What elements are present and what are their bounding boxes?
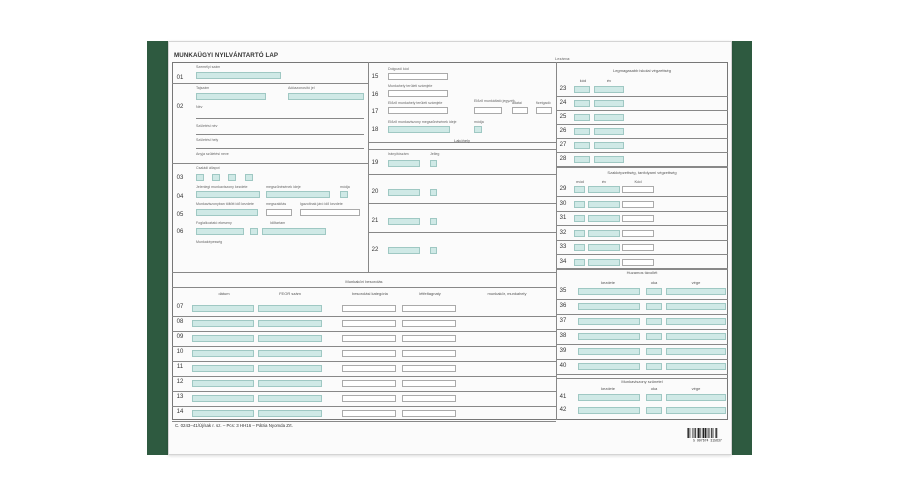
field-label: adatai [512,101,522,105]
col-header: besorolási kategória [352,291,388,296]
ev-field[interactable] [588,230,620,237]
binder-cover-left [147,41,169,455]
dolgozoi-kod-field[interactable] [388,73,448,80]
elozo-munkaltato-field[interactable] [474,107,502,114]
ev-field[interactable] [594,128,624,135]
field-label: módja [474,120,484,124]
fizetgado-field[interactable] [536,107,552,114]
row-number: 01 [176,75,184,81]
row-number: 42 [559,407,567,413]
col-header: oka [650,386,658,391]
field-label: Születési hely [196,138,219,142]
mod-field[interactable] [574,215,585,222]
ev-field[interactable] [588,215,620,222]
row-line [556,138,728,139]
row-number: 36 [559,303,567,309]
row-number: 19 [371,160,379,166]
oka-field[interactable] [646,363,662,370]
datum-field[interactable] [192,320,254,327]
besorolas-field[interactable] [342,305,396,312]
kod-field[interactable] [622,215,654,222]
row-line [172,376,556,377]
kezdete-field[interactable] [578,348,640,355]
besorolas-field[interactable] [342,395,396,402]
megszakitas-field[interactable] [266,209,292,216]
divider [172,272,556,273]
letfeltagnaty-field[interactable] [402,320,456,327]
row-line [172,287,556,288]
row-line [556,374,728,375]
field-label: Anyja születési neve [196,152,229,156]
row-number: 14 [176,409,184,415]
binder-cover-right [730,41,752,455]
field-label: Születési név [196,124,218,128]
row-number: 34 [559,258,567,265]
vege-field[interactable] [666,407,726,414]
col-header: dátum [218,291,230,296]
foglalkoztato-box[interactable] [250,228,258,235]
row-line [172,163,368,164]
field-label: Tajszám [196,86,210,90]
adatai-field[interactable] [512,107,528,114]
row-line [172,361,556,362]
row-number: 03 [176,175,184,181]
csaladi-allapot-box[interactable] [196,174,204,181]
kezdete-field[interactable] [578,333,640,340]
row-number: 02 [176,104,184,110]
igazolt-ido-field[interactable] [300,209,360,216]
munkaviszony-kezdete-field[interactable] [196,191,260,198]
letfeltagnaty-field[interactable] [402,305,456,312]
row-number: 31 [559,215,567,221]
ev-field[interactable] [594,100,624,107]
oka-field[interactable] [646,348,662,355]
datum-field[interactable] [192,380,254,387]
foglalkoztato-field[interactable] [196,228,244,235]
field-label: megszűnésének ideje [266,185,301,189]
row-number: 41 [559,394,567,400]
vege-field[interactable] [666,288,726,295]
ev-field[interactable] [588,186,620,193]
row-line [368,203,556,204]
col-header: Irányítószám [388,152,409,156]
oka-field[interactable] [646,407,662,414]
megszunes-ideje-field[interactable] [266,191,330,198]
row-number: 10 [176,349,184,355]
letfeltagnaty-field[interactable] [402,335,456,342]
row-line [556,269,728,270]
row-number: 24 [559,100,567,106]
vege-field[interactable] [666,303,726,310]
row-number: 11 [176,364,184,370]
kezdete-field[interactable] [578,363,640,370]
row-number: 06 [176,229,184,235]
row-line [556,344,728,345]
row-number: 26 [559,128,567,134]
datum-field[interactable] [192,350,254,357]
kod-field[interactable] [574,142,590,149]
col-header: vége [691,280,701,285]
barcode [685,428,730,442]
iranyitoszam-field[interactable] [388,160,420,167]
kod-field[interactable] [622,230,654,237]
row-number: 13 [176,394,184,400]
row-line [556,96,728,97]
kod-field[interactable] [622,244,654,251]
szemelyi-szam-field[interactable] [196,72,281,79]
row-line [556,240,728,241]
kod-field[interactable] [574,156,590,163]
besorolas-field[interactable] [342,365,396,372]
row-number: 09 [176,334,184,340]
datum-field[interactable] [192,335,254,342]
section-title: Huzamos távollét [626,270,658,275]
row-line [556,124,728,125]
row-number: 33 [559,244,567,250]
row-line [556,329,728,330]
row-line [556,254,728,255]
row-number: 32 [559,229,567,236]
row-line [368,149,556,150]
row-line [368,174,556,175]
row-line [556,225,728,226]
row-line [172,331,556,332]
row-number: 38 [559,333,567,339]
ev-field[interactable] [594,86,624,93]
oka-field[interactable] [646,333,662,340]
munkahely-szamjel-field[interactable] [388,90,448,97]
jelleg-field[interactable] [430,218,437,225]
field-label: módja [340,185,350,189]
letfeltagnaty-field[interactable] [402,380,456,387]
ev-field[interactable] [588,259,620,266]
row-number: 04 [176,194,184,200]
kod-field[interactable] [574,86,590,93]
row-line [172,316,556,317]
jelleg-field[interactable] [430,189,437,196]
ev-field[interactable] [594,156,624,163]
field-label: Adóazonosító jel [288,86,315,90]
ev-field[interactable] [588,201,620,208]
row-line [172,406,556,407]
besorolas-field[interactable] [342,410,396,417]
row-number: 39 [559,348,567,354]
feor-field[interactable] [258,350,322,357]
datum-field[interactable] [192,410,254,417]
col-header: létfeltagnaty [419,291,441,296]
row-number: 25 [559,114,567,120]
section-title: Munkaviszony szünetel [621,379,663,384]
field-label: Előző munkahely területi számjele [388,101,443,105]
vege-field[interactable] [666,348,726,355]
mod-field[interactable] [574,244,585,251]
row-number: 22 [371,247,379,253]
munkaviszony-ido-field[interactable] [196,209,258,216]
datum-field[interactable] [192,305,254,312]
col-header: év [606,78,612,83]
field-label: Igazoltnak járó idő kezdete [300,202,343,206]
col-header: FEOR szám [279,291,301,296]
col-header: munkakör, munkahely [487,291,527,296]
row-line [196,148,364,149]
iranyitoszam-field[interactable] [388,247,420,254]
mod-field[interactable] [574,259,585,266]
kezdete-field[interactable] [578,318,640,325]
row-line [556,211,728,212]
col-header: oka [650,280,658,285]
field-label: Munkahely területi számjele [388,84,433,88]
feor-field[interactable] [258,410,322,417]
row-line [556,359,728,360]
row-number: 18 [371,127,379,133]
elozo-megszunes-field[interactable] [388,126,450,133]
ev-field[interactable] [588,244,620,251]
mod-field[interactable] [574,201,585,208]
feor-field[interactable] [258,320,322,327]
field-label: Dolgozói kód [388,67,409,71]
mod-field[interactable] [574,186,585,193]
row-number: 05 [176,212,184,218]
row-line [172,421,556,422]
field-label: Név [196,105,203,109]
lezarva-label: Lezárva: [555,56,571,61]
row-number: 20 [371,189,379,195]
tajszam-field[interactable] [196,93,266,100]
besorolas-field[interactable] [342,350,396,357]
ev-field[interactable] [594,142,624,149]
kod-field[interactable] [574,100,590,107]
iranyitoszam-field[interactable] [388,218,420,225]
vege-field[interactable] [666,394,726,401]
row-number: 21 [371,218,379,224]
oka-field[interactable] [646,288,662,295]
besorolas-field[interactable] [342,320,396,327]
row-line [556,152,728,153]
besorolas-field[interactable] [342,335,396,342]
col-header: Jelleg [430,152,440,156]
vege-field[interactable] [666,318,726,325]
col-header: kezdete [600,386,615,391]
divider [368,62,369,272]
kod-field[interactable] [574,128,590,135]
barcode-text: 5 997674 315637 [693,438,722,442]
divider [556,62,557,420]
row-line [368,232,556,233]
field-label: Munkaképesség [196,240,223,244]
jelleg-field[interactable] [430,247,437,254]
row-number: 35 [559,288,567,294]
feor-field[interactable] [258,395,322,402]
row-number: 15 [371,74,379,80]
field-label: Jelenlegi munkaviszony kezdete [196,185,248,189]
csaladi-allapot-box[interactable] [212,174,220,181]
field-label: fizetgadó [536,101,551,105]
letfeltagnaty-field[interactable] [402,395,456,402]
datum-field[interactable] [192,395,254,402]
vege-field[interactable] [666,363,726,370]
oka-field[interactable] [646,303,662,310]
feor-field[interactable] [258,305,322,312]
besorolas-field[interactable] [342,380,396,387]
kod-field[interactable] [622,186,654,193]
row-line [556,196,728,197]
col-header: év [601,179,607,184]
letfeltagnaty-field[interactable] [402,410,456,417]
row-number: 37 [559,318,567,324]
feor-field[interactable] [258,365,322,372]
row-number: 28 [559,156,567,162]
row-number: 07 [176,304,184,310]
kezdete-field[interactable] [578,407,640,414]
feor-field[interactable] [258,380,322,387]
vege-field[interactable] [666,333,726,340]
row-number: 12 [176,379,184,385]
row-number: 29 [559,186,567,192]
field-label: megszakítás [266,202,287,206]
letfeltagnaty-field[interactable] [402,365,456,372]
row-number: 16 [371,92,379,98]
section-title: Legmagasabb iskolai végzettség [612,68,672,73]
row-line [196,134,364,135]
kezdete-field[interactable] [578,303,640,310]
csaladi-allapot-box[interactable] [228,174,236,181]
elozo-modja-field[interactable] [474,126,482,133]
row-number: 23 [559,86,567,92]
col-header: kód [579,78,587,83]
field-label: Személyi szám [196,65,221,69]
form-title: MUNKAÜGYI NYILVÁNTARTÓ LAP [174,52,279,59]
kezdete-field[interactable] [578,394,640,401]
col-header: kezdete [600,280,615,285]
section-title: Szakképzettség, tanfolyami végzettség [607,170,677,175]
jelleg-field[interactable] [430,160,437,167]
datum-field[interactable] [192,365,254,372]
field-label: Foglalkoztató ekeseny [196,221,232,225]
divider [556,167,728,168]
field-label: Családi állapot [196,166,220,170]
modja-field[interactable] [340,191,348,198]
oka-field[interactable] [646,394,662,401]
section-title: Munkakörí besorolás [345,279,383,284]
kod-field[interactable] [622,201,654,208]
field-label: Előző munkáltató jegyzék [474,99,515,103]
col-header: vége [691,386,701,391]
row-line [172,391,556,392]
row-line [196,118,364,119]
kod-field[interactable] [574,114,590,121]
iranyitoszam-field[interactable] [388,189,420,196]
letfeltagnaty-field[interactable] [402,350,456,357]
row-number: 27 [559,142,567,148]
row-line [556,314,728,315]
feor-field[interactable] [258,335,322,342]
col-header: Kód [634,179,642,184]
row-line [172,346,556,347]
row-number: 08 [176,319,184,325]
section-title: Lakóhely [453,138,470,143]
kezdete-field[interactable] [578,288,640,295]
col-header: mód [576,179,584,184]
idotartam-field[interactable] [262,228,326,235]
field-label: Időtartam [270,221,286,225]
field-label: Előző munkaviszony megszűnésének ideje [388,120,457,124]
field-label: Munkaviszonyban töltött idő kezdete [196,202,254,206]
form-footer: C. 0243–41/Új/sak r. sz. – Pcs: 3 HH16 – Pátria Nyomda Zrt. [175,423,293,428]
ev-field[interactable] [594,114,624,121]
elozo-munkahely-field[interactable] [388,107,448,114]
row-line [556,299,728,300]
row-line [556,166,728,167]
adoazonosito-field[interactable] [288,93,364,100]
row-line [556,110,728,111]
kod-field[interactable] [622,259,654,266]
csaladi-allapot-box[interactable] [245,174,253,181]
oka-field[interactable] [646,318,662,325]
row-line [172,83,368,84]
row-number: 30 [559,200,567,207]
row-number: 17 [371,109,379,115]
row-number: 40 [559,363,567,369]
mod-field[interactable] [574,230,585,237]
